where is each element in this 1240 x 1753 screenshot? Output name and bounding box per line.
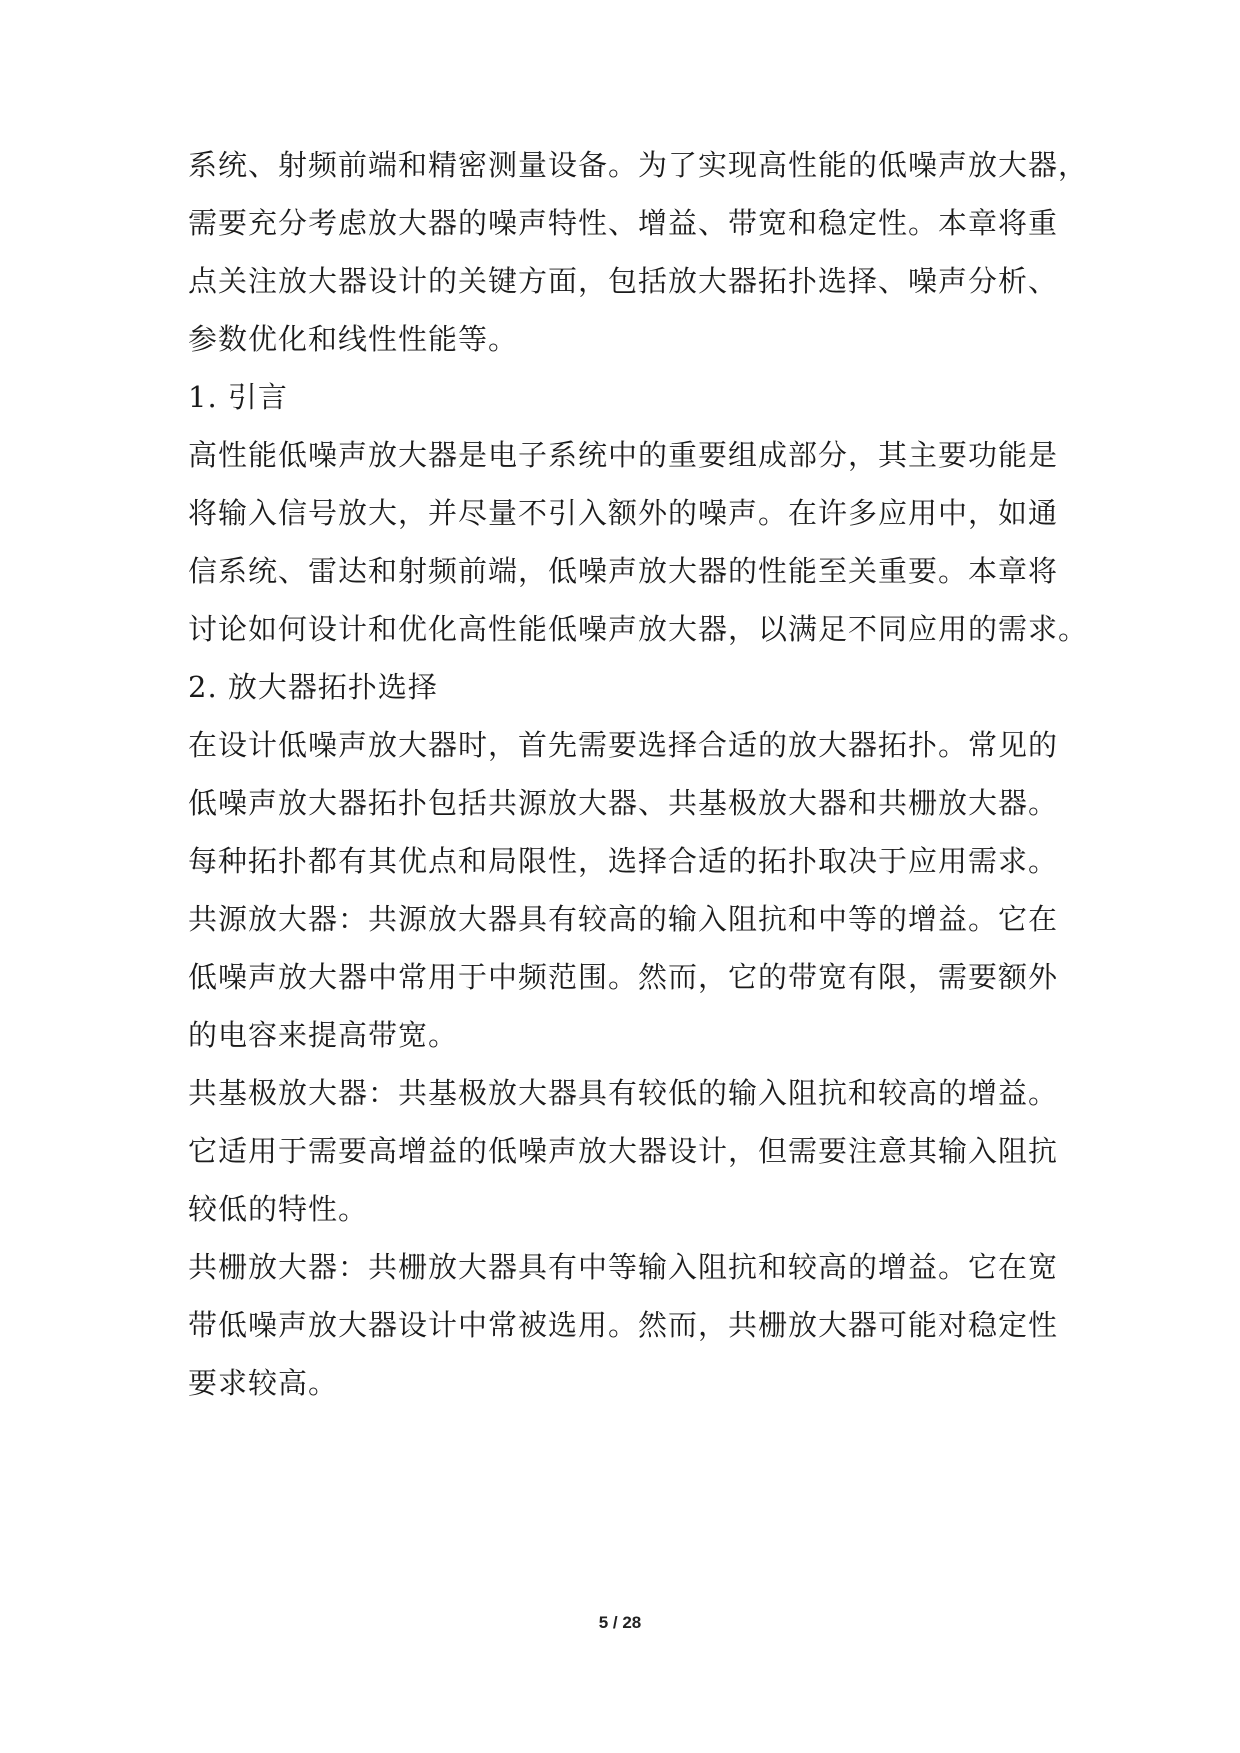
paragraph-intro-line-3: 点关注放大器设计的关键方面，包括放大器拓扑选择、噪声分析、 xyxy=(188,264,1059,298)
paragraph-common-gate-line-1: 共栅放大器：共栅放大器具有中等输入阻抗和较高的增益。它在宽 xyxy=(188,1250,1059,1284)
paragraph-topology-line-1: 在设计低噪声放大器时，首先需要选择合适的放大器拓扑。常见的 xyxy=(188,728,1059,762)
paragraph-introduction-line-4: 讨论如何设计和优化高性能低噪声放大器，以满足不同应用的需求。 xyxy=(188,612,1089,646)
paragraph-common-source-line-3: 的电容来提高带宽。 xyxy=(188,1018,459,1052)
paragraph-intro-line-1: 系统、射频前端和精密测量设备。为了实现高性能的低噪声放大器， xyxy=(188,148,1089,182)
paragraph-introduction-line-2: 将输入信号放大，并尽量不引入额外的噪声。在许多应用中，如通 xyxy=(188,496,1059,530)
paragraph-topology-line-3: 每种拓扑都有其优点和局限性，选择合适的拓扑取决于应用需求。 xyxy=(188,844,1059,878)
paragraph-common-gate-line-2: 带低噪声放大器设计中常被选用。然而，共栅放大器可能对稳定性 xyxy=(188,1308,1059,1342)
paragraph-common-source-line-1: 共源放大器：共源放大器具有较高的输入阻抗和中等的增益。它在 xyxy=(188,902,1059,936)
paragraph-common-gate-line-3: 要求较高。 xyxy=(188,1366,339,1400)
paragraph-common-base-line-2: 它适用于需要高增益的低噪声放大器设计，但需要注意其输入阻抗 xyxy=(188,1134,1059,1168)
paragraph-common-base-line-3: 较低的特性。 xyxy=(188,1192,369,1226)
paragraph-common-source-line-2: 低噪声放大器中常用于中频范围。然而，它的带宽有限，需要额外 xyxy=(188,960,1059,994)
section-heading-topology: 2. 放大器拓扑选择 xyxy=(188,670,438,704)
section-heading-introduction: 1. 引言 xyxy=(188,380,288,414)
paragraph-common-base-line-1: 共基极放大器：共基极放大器具有较低的输入阻抗和较高的增益。 xyxy=(188,1076,1059,1110)
paragraph-intro-line-4: 参数优化和线性性能等。 xyxy=(188,322,519,356)
paragraph-introduction-line-1: 高性能低噪声放大器是电子系统中的重要组成部分，其主要功能是 xyxy=(188,438,1059,472)
paragraph-introduction-line-3: 信系统、雷达和射频前端，低噪声放大器的性能至关重要。本章将 xyxy=(188,554,1059,588)
paragraph-topology-line-2: 低噪声放大器拓扑包括共源放大器、共基极放大器和共栅放大器。 xyxy=(188,786,1059,820)
paragraph-intro-line-2: 需要充分考虑放大器的噪声特性、增益、带宽和稳定性。本章将重 xyxy=(188,206,1059,240)
page-number: 5 / 28 xyxy=(598,1613,642,1632)
document-page xyxy=(188,0,1089,1753)
